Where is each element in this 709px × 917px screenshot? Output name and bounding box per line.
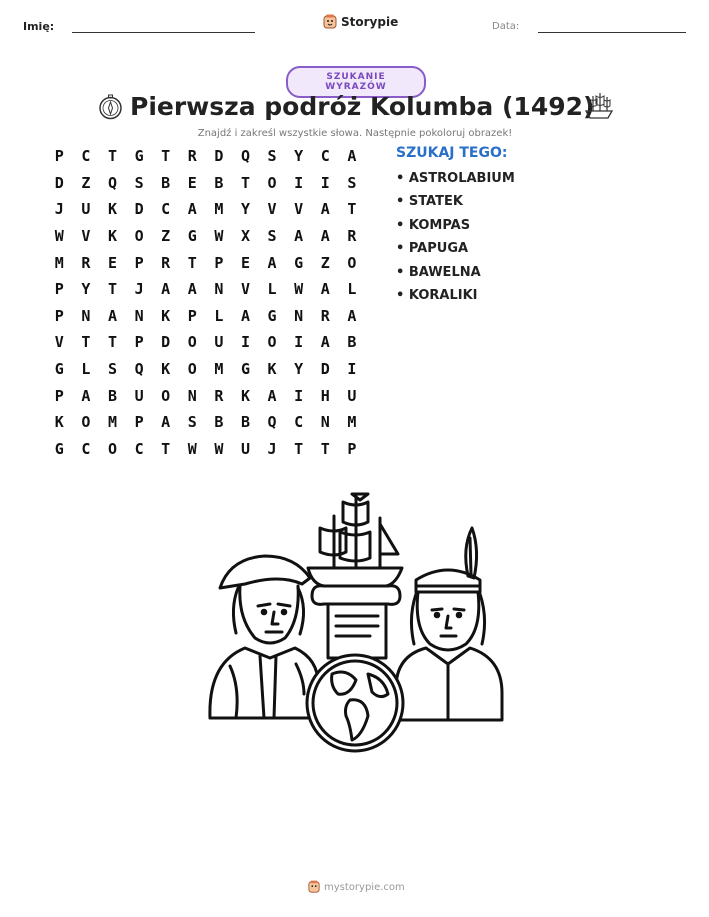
grid-letter[interactable]: S	[187, 413, 197, 432]
grid-letter[interactable]: M	[214, 200, 224, 219]
grid-letter[interactable]: P	[347, 439, 357, 458]
grid-letter[interactable]: A	[320, 200, 330, 219]
date-label: Data:	[492, 21, 520, 32]
grid-letter[interactable]: D	[320, 360, 330, 379]
name-label: Imię:	[23, 20, 55, 33]
grid-letter[interactable]: E	[107, 253, 117, 272]
grid-letter[interactable]: G	[267, 306, 277, 325]
grid-letter[interactable]: A	[161, 280, 171, 299]
grid-letter[interactable]: T	[107, 280, 117, 299]
grid-letter[interactable]: I	[320, 173, 330, 192]
grid-letter[interactable]: B	[347, 333, 357, 352]
grid-letter[interactable]: M	[214, 360, 224, 379]
grid-letter[interactable]: V	[294, 200, 304, 219]
storypie-logo-icon	[323, 14, 337, 30]
grid-letter[interactable]: Q	[240, 147, 250, 166]
grid-letter[interactable]: S	[267, 147, 277, 166]
grid-letter[interactable]: R	[81, 253, 91, 272]
grid-letter[interactable]: S	[134, 173, 144, 192]
grid-letter[interactable]: O	[81, 413, 91, 432]
grid-letter[interactable]: T	[161, 439, 171, 458]
grid-letter[interactable]: K	[54, 413, 64, 432]
grid-letter[interactable]: A	[267, 386, 277, 405]
grid-letter[interactable]: L	[81, 360, 91, 379]
grid-letter[interactable]: N	[320, 413, 330, 432]
grid-letter[interactable]: T	[187, 253, 197, 272]
grid-letter[interactable]: P	[54, 386, 64, 405]
grid-letter[interactable]: P	[187, 306, 197, 325]
grid-letter[interactable]: Z	[161, 227, 171, 246]
grid-letter[interactable]: G	[54, 439, 64, 458]
grid-letter[interactable]: I	[294, 173, 304, 192]
grid-letter[interactable]: A	[320, 280, 330, 299]
activity-badge: SZUKANIE WYRAZÓW	[286, 66, 426, 98]
grid-letter[interactable]: A	[187, 280, 197, 299]
footer	[308, 880, 405, 894]
grid-letter[interactable]: K	[267, 360, 277, 379]
grid-letter[interactable]: C	[81, 147, 91, 166]
scroll-icon	[312, 586, 400, 658]
grid-letter[interactable]: N	[81, 306, 91, 325]
grid-letter[interactable]: K	[161, 306, 171, 325]
grid-letter[interactable]: C	[161, 200, 171, 219]
grid-letter[interactable]: Y	[294, 360, 304, 379]
grid-letter[interactable]: C	[81, 439, 91, 458]
grid-letter[interactable]: Y	[240, 200, 250, 219]
grid-letter[interactable]: U	[240, 439, 250, 458]
word-list-item: • ASTROLABIUM	[396, 171, 515, 186]
grid-letter[interactable]: C	[134, 439, 144, 458]
grid-letter[interactable]: G	[294, 253, 304, 272]
grid-letter[interactable]: L	[214, 306, 224, 325]
grid-letter[interactable]: I	[294, 386, 304, 405]
ship-illustration	[308, 494, 402, 586]
grid-letter[interactable]: T	[107, 333, 117, 352]
grid-letter[interactable]: B	[214, 173, 224, 192]
grid-letter[interactable]: R	[347, 227, 357, 246]
grid-letter[interactable]: K	[240, 386, 250, 405]
grid-letter[interactable]: T	[294, 439, 304, 458]
date-field[interactable]	[538, 32, 686, 33]
grid-letter[interactable]: Z	[81, 173, 91, 192]
grid-letter[interactable]: A	[240, 306, 250, 325]
compass-icon	[97, 94, 124, 121]
grid-letter[interactable]: P	[134, 253, 144, 272]
grid-letter[interactable]: O	[107, 439, 117, 458]
grid-letter[interactable]: I	[240, 333, 250, 352]
word-list-item: • STATEK	[396, 194, 463, 210]
grid-letter[interactable]: T	[240, 173, 250, 192]
grid-letter[interactable]: S	[107, 360, 117, 379]
grid-letter[interactable]: A	[81, 386, 91, 405]
grid-letter[interactable]: O	[134, 227, 144, 246]
grid-letter[interactable]: O	[187, 333, 197, 352]
grid-letter[interactable]: O	[267, 333, 277, 352]
grid-letter[interactable]: S	[267, 227, 277, 246]
grid-letter[interactable]: A	[107, 306, 117, 325]
globe-icon	[307, 655, 403, 751]
grid-letter[interactable]: Q	[107, 173, 117, 192]
grid-letter[interactable]: H	[320, 386, 330, 405]
grid-letter[interactable]: A	[267, 253, 277, 272]
grid-letter[interactable]: U	[81, 200, 91, 219]
grid-letter[interactable]: C	[294, 413, 304, 432]
instructions: Znajdź i zakreśl wszystkie słowa. Następnie pokoloruj obrazek!	[197, 128, 513, 139]
grid-letter[interactable]: Y	[81, 280, 91, 299]
grid-letter[interactable]: U	[347, 386, 357, 405]
native-person-figure	[396, 528, 502, 720]
columbus-figure	[210, 556, 318, 718]
grid-letter[interactable]: R	[161, 253, 171, 272]
grid-letter[interactable]: K	[107, 227, 117, 246]
grid-letter[interactable]: T	[320, 439, 330, 458]
grid-letter[interactable]: P	[134, 333, 144, 352]
grid-letter[interactable]: Z	[320, 253, 330, 272]
grid-letter[interactable]: W	[294, 280, 304, 299]
grid-letter[interactable]: W	[214, 227, 224, 246]
grid-letter[interactable]: O	[161, 386, 171, 405]
grid-letter[interactable]: P	[54, 306, 64, 325]
grid-letter[interactable]: A	[320, 333, 330, 352]
grid-letter[interactable]: U	[134, 386, 144, 405]
grid-letter[interactable]: K	[107, 200, 117, 219]
grid-letter[interactable]: D	[161, 333, 171, 352]
grid-letter[interactable]: U	[214, 333, 224, 352]
grid-letter[interactable]: B	[107, 386, 117, 405]
grid-letter[interactable]: N	[134, 306, 144, 325]
grid-letter[interactable]: T	[81, 333, 91, 352]
grid-letter[interactable]: V	[81, 227, 91, 246]
grid-letter[interactable]: O	[267, 173, 277, 192]
grid-letter[interactable]: O	[347, 253, 357, 272]
grid-letter[interactable]: R	[187, 147, 197, 166]
brand-name: Storypie	[341, 15, 399, 29]
grid-letter[interactable]: A	[347, 147, 357, 166]
grid-letter[interactable]: R	[214, 386, 224, 405]
grid-letter[interactable]: J	[54, 200, 64, 219]
grid-letter[interactable]: P	[54, 280, 64, 299]
grid-letter[interactable]: W	[54, 227, 64, 246]
grid-letter[interactable]: T	[107, 147, 117, 166]
grid-letter[interactable]: X	[240, 227, 250, 246]
brand	[323, 14, 398, 30]
grid-letter[interactable]: A	[320, 227, 330, 246]
word-list-item: • KORALIKI	[396, 287, 478, 303]
word-list	[396, 145, 515, 307]
word-list-item: • KOMPAS	[396, 217, 471, 233]
grid-letter[interactable]: T	[347, 200, 357, 219]
grid-letter[interactable]: N	[187, 386, 197, 405]
grid-letter[interactable]: B	[214, 413, 224, 432]
grid-letter[interactable]: G	[134, 147, 144, 166]
grid-letter[interactable]: B	[240, 413, 250, 432]
grid-letter[interactable]: V	[240, 280, 250, 299]
columbus-illustration	[200, 488, 510, 758]
grid-letter[interactable]: O	[187, 360, 197, 379]
word-list-item: • PAPUGA	[396, 241, 469, 257]
grid-letter[interactable]: N	[214, 280, 224, 299]
grid-letter[interactable]: S	[347, 173, 357, 192]
grid-letter[interactable]: M	[54, 253, 64, 272]
grid-letter[interactable]: G	[240, 360, 250, 379]
grid-letter[interactable]: Q	[267, 413, 277, 432]
grid-letter[interactable]: N	[294, 306, 304, 325]
grid-letter[interactable]: D	[54, 173, 64, 192]
word-list-title: SZUKAJ TEGO:	[396, 145, 508, 161]
grid-letter[interactable]: I	[347, 360, 357, 379]
grid-letter[interactable]: R	[320, 306, 330, 325]
grid-letter[interactable]: M	[107, 413, 117, 432]
grid-letter[interactable]: V	[54, 333, 64, 352]
grid-letter[interactable]: L	[347, 280, 357, 299]
page-title: Pierwsza podróż Kolumba (1492)	[130, 92, 595, 121]
grid-letter[interactable]: W	[214, 439, 224, 458]
grid-letter[interactable]: K	[161, 360, 171, 379]
ship-icon	[583, 90, 615, 122]
grid-letter[interactable]: M	[347, 413, 357, 432]
grid-letter[interactable]: A	[161, 413, 171, 432]
grid-letter[interactable]: A	[347, 306, 357, 325]
word-list-item: • BAWELNA	[396, 264, 481, 280]
grid-letter[interactable]: W	[187, 439, 197, 458]
footer-url: mystorypie.com	[324, 881, 405, 893]
word-search-grid	[46, 143, 365, 462]
grid-letter[interactable]: D	[214, 147, 224, 166]
grid-letter[interactable]: G	[54, 360, 64, 379]
grid-letter[interactable]: C	[320, 147, 330, 166]
grid-letter[interactable]: V	[267, 200, 277, 219]
grid-letter[interactable]: J	[267, 439, 277, 458]
grid-letter[interactable]: P	[134, 413, 144, 432]
grid-letter[interactable]: A	[187, 200, 197, 219]
grid-letter[interactable]: A	[294, 227, 304, 246]
grid-letter[interactable]: P	[54, 147, 64, 166]
grid-letter[interactable]: L	[267, 280, 277, 299]
grid-letter[interactable]: J	[134, 280, 144, 299]
grid-letter[interactable]: G	[187, 227, 197, 246]
grid-letter[interactable]: T	[161, 147, 171, 166]
grid-letter[interactable]: E	[187, 173, 197, 192]
grid-letter[interactable]: I	[294, 333, 304, 352]
name-field[interactable]	[72, 32, 255, 33]
grid-letter[interactable]: P	[214, 253, 224, 272]
storypie-logo-icon	[308, 880, 320, 894]
grid-letter[interactable]: Y	[294, 147, 304, 166]
grid-letter[interactable]: Q	[134, 360, 144, 379]
grid-letter[interactable]: D	[134, 200, 144, 219]
grid-letter[interactable]: B	[161, 173, 171, 192]
grid-letter[interactable]: E	[240, 253, 250, 272]
